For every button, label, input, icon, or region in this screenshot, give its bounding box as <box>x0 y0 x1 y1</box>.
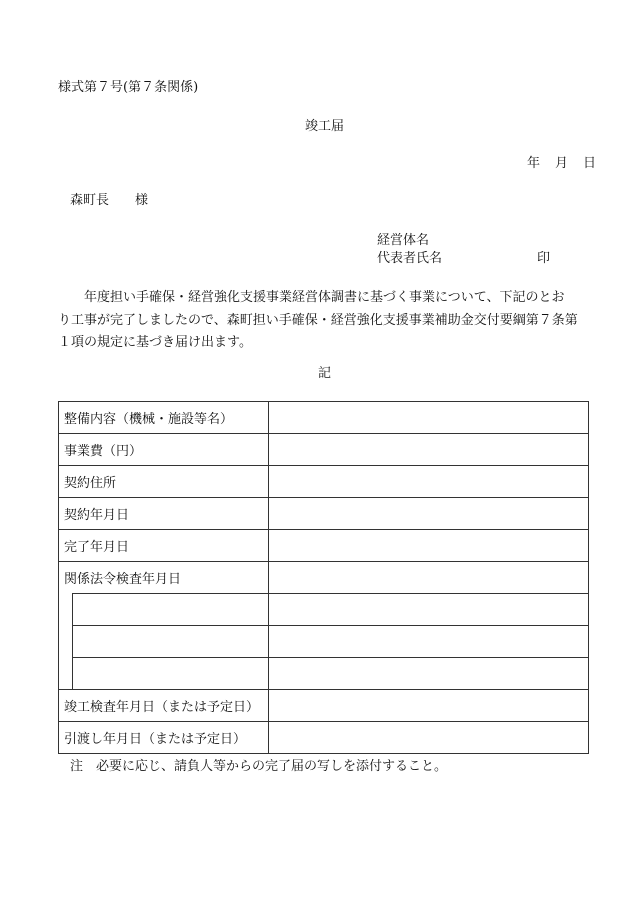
row-value-field[interactable] <box>269 690 589 722</box>
row-label: 引渡し年月日（または予定日） <box>59 722 269 754</box>
business-name-label: 経営体名 <box>377 233 430 248</box>
sub-row-label-field[interactable] <box>73 658 269 690</box>
sub-row-value-field[interactable] <box>269 594 589 626</box>
body-paragraph <box>58 287 593 355</box>
row-value-field[interactable] <box>269 402 589 434</box>
sub-row-value-field[interactable] <box>269 658 589 690</box>
body-line: り工事が完了しましたので、森町担い手確保・経営強化支援事業補助金交付要綱第７条第 <box>58 312 578 328</box>
representative-name-label: 代表者氏名 <box>377 251 443 266</box>
seal-label: 印 <box>537 251 551 266</box>
sub-table-row <box>59 626 589 658</box>
table-row <box>59 530 589 562</box>
record-heading: 記 <box>318 366 332 381</box>
document-title: 竣工届 <box>305 119 345 134</box>
row-label: 完了年月日 <box>59 530 269 562</box>
row-label: 関係法令検査年月日 <box>59 562 269 594</box>
row-label: 契約住所 <box>59 466 269 498</box>
table-row <box>59 466 589 498</box>
body-line: １項の規定に基づき届け出ます。 <box>58 335 252 350</box>
date-line: 年 月 日 <box>527 156 598 171</box>
row-label: 竣工検査年月日（または予定日） <box>59 690 269 722</box>
table-row <box>59 402 589 434</box>
row-gutter <box>59 594 73 626</box>
addressee: 森町長 様 <box>70 193 149 208</box>
row-gutter <box>59 626 73 658</box>
table-row <box>59 434 589 466</box>
table-row <box>59 722 589 754</box>
row-value-field[interactable] <box>269 466 589 498</box>
row-label: 事業費（円） <box>59 434 269 466</box>
sub-row-value-field[interactable] <box>269 626 589 658</box>
body-line: 年度担い手確保・経営強化支援事業経営体調書に基づく事業について、下記のとお <box>58 290 565 305</box>
sub-table-row <box>59 658 589 690</box>
sub-row-label-field[interactable] <box>73 626 269 658</box>
completion-report-table <box>58 401 589 754</box>
row-gutter <box>59 658 73 690</box>
table-row <box>59 498 589 530</box>
row-value-field[interactable] <box>269 530 589 562</box>
row-value-field[interactable] <box>269 498 589 530</box>
row-label: 契約年月日 <box>59 498 269 530</box>
sub-table-row <box>59 594 589 626</box>
table-row <box>59 690 589 722</box>
row-label: 整備内容（機械・施設等名） <box>59 402 269 434</box>
row-value-field[interactable] <box>269 434 589 466</box>
form-number: 様式第７号(第７条関係) <box>58 80 199 95</box>
row-value-field[interactable] <box>269 562 589 594</box>
sub-row-label-field[interactable] <box>73 594 269 626</box>
table-row <box>59 562 589 594</box>
footnote: 注 必要に応じ、請負人等からの完了届の写しを添付すること。 <box>70 759 448 774</box>
row-value-field[interactable] <box>269 722 589 754</box>
